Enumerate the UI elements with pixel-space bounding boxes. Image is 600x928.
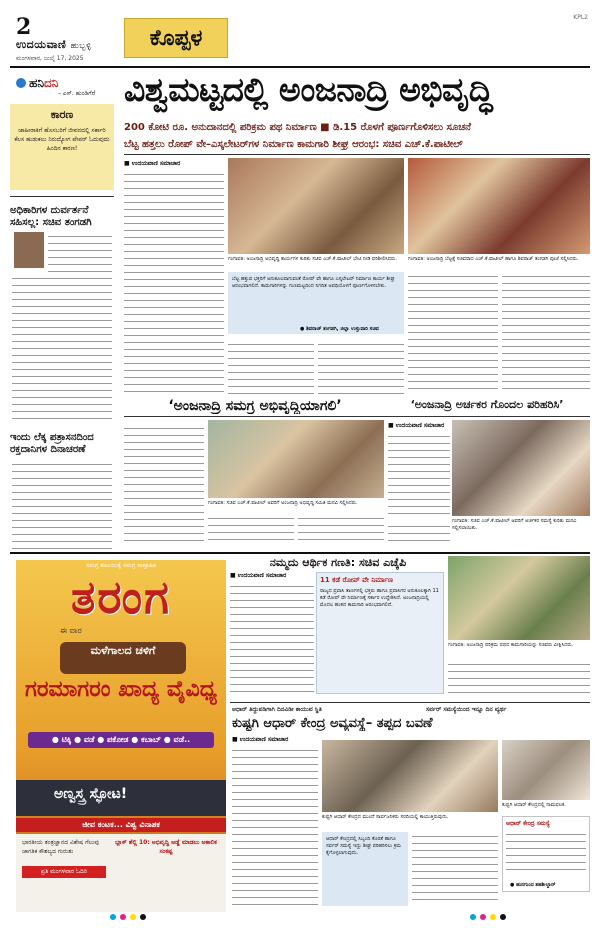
ad-tagline: ಸಮಗ್ರ ಕುಟುಂಬಕ್ಕೆ ಸಮಗ್ರ ಸಾಪ್ತಾಹಿಕ (86, 562, 156, 569)
photo-caption: ಗಂಗಾವತಿ: ಸಚಿವ ಎಚ್.ಕೆ.ಪಾಟೀಲ್ ಅವರಿಗೆ ಅಂಜನಾದ್ರಿ ಅಭಿವೃದ್ಧಿ ಸಮಿತಿ ಮನವಿ ಸಲ್ಲಿಸಿದರು. (208, 500, 358, 506)
info-box-byline: ● ಹುನಗುಂದ ತಹಶೀಲ್ದಾರ್ (510, 882, 556, 888)
kicker-right: ಸರ್ವರ್ ಸಮಸ್ಯೆಯಿಂದ ಇನ್ನೂ ದಿನ ವ್ಯರ್ಥ (426, 706, 507, 713)
ad-footer-tag: ಪ್ರತಿ ಮಂಗಳವಾರ ಓದಿರಿ (22, 866, 106, 878)
ad-explosion-title: ಅಣ್ವಸ್ತ್ರ ಸ್ಫೋಟ! (54, 786, 128, 802)
finance-headline: ನಮ್ಮದು ಆರ್ಥಿಕ ಗಣತಿ: ಸಚಿವ ಎಚ್ಕೆಪಿ (269, 556, 407, 569)
body-text (12, 460, 112, 550)
dot-icon (16, 78, 26, 88)
left-story-headline-1: ಅಧಿಕಾರಿಗಳ ದುರ್ವರ್ತನೆ ಸಹಿಸಲ್ಲ: ಸಚಿವ ತಂಗಡಗಿ (10, 205, 92, 228)
body-text (48, 232, 112, 272)
body-text (208, 514, 294, 546)
news-photo (502, 740, 590, 800)
news-photo (452, 420, 590, 516)
ad-feature-title: ಗರಮಾಗರಂ ಖಾದ್ಯ ವೈವಿಧ್ಯ (24, 677, 217, 702)
body-text (408, 272, 498, 394)
column-logo-1: ಹನಿ (29, 76, 44, 90)
info-box-text: ರಾಜ್ಯದ ಪ್ರವಾಸಿ ತಾಣಗಳಲ್ಲಿ ಭಕ್ತರು ಹಾಗೂ ಪ್ರವಾಸಿಗರ ಅನುಕೂಲಕ್ಕಾಗಿ 11 ಕಡೆ ರೋಪ್ ವೇ ನಿರ್ಮಾಣಕ್ಕೆ ಸರ್ಕಾರ ಉದ್ದೇಶಿಸಿದೆ. ಅಂಜನಾದ್ರಿಯಲ್ಲಿ ಮೊದಲ ಹಂತದ ಕಾಮಗಾರಿ ಆರಂಭವಾಗಲಿದೆ. (320, 588, 439, 608)
divider (230, 702, 590, 703)
news-photo (208, 420, 384, 498)
mid-headline-right: ‘ಅಂಜನಾದ್ರಿ ಅರ್ಚಕರ ಗೊಂದಲ ಪರಿಹರಿಸಿ’ (410, 398, 564, 411)
byline: ■ ಉದಯವಾಣಿ ಸಮಾಚಾರ (124, 160, 181, 167)
body-text (506, 830, 586, 876)
registration-mark (110, 914, 116, 920)
ad-footer-right: ಬ್ಲಾಕ್ ಶೆಲ್ಲಿ 10: ಅಭಿವೃದ್ಧಿ ಅಡ್ಡೆ ಮಾಡಲು ಅಕಾಲಿಕ ಸಂಕಷ್ಟ (115, 839, 217, 855)
column-logo-2: ದನಿ (44, 76, 59, 90)
header-divider (10, 66, 590, 68)
photo-caption: ಕುಷ್ಟಗಿ ಆಧಾರ್ ಕೇಂದ್ರದಲ್ಲಿ ನಾಮಫಲಕ. (502, 802, 566, 808)
ad-pill: ಮಳೆಗಾಲದ ಚಳಿಗೆ (60, 642, 186, 674)
main-headline: ವಿಶ್ವಮಟ್ಟದಲ್ಲಿ ಅಂಜನಾದ್ರಿ ಅಭಿವೃದ್ಧಿ (124, 70, 493, 109)
body-text (230, 582, 314, 698)
registration-mark (490, 914, 496, 920)
page-code: KPL2 (573, 14, 588, 21)
aadhar-headline: ಕುಷ್ಟಗಿ ಆಧಾರ್ ಕೇಂದ್ರ ಅವ್ಯವಸ್ಥೆ– ತಪ್ಪದ ಬವಣೆ (232, 716, 433, 731)
photo-caption: ಕುಷ್ಟಗಿ ಆಧಾರ್ ಕೇಂದ್ರದ ಮುಂದೆ ಸಾರ್ವಜನಿಕರು ಸರದಿಯಲ್ಲಿ ಕಾಯುತ್ತಿರುವುದು. (322, 814, 449, 820)
karana-text: ಜಾಹೀರಾತಿಗೆ ಹೊಸಬರಿಗೆ ಜೀವನದಲ್ಲಿ ಸರ್ಕಾರಿ ಕೆಲಸ ಹುಡುಕಲು ನಿರುದ್ಯೋಗ ಪೇಪರ್ ಓದುವುದು ಹಿಂದಿನ ಕಾರಣ! (14, 127, 110, 152)
body-text (502, 272, 590, 394)
body-text (12, 274, 112, 424)
quote-text: ಬೆಟ್ಟ ಹತ್ತುವ ಭಕ್ತರಿಗೆ ಅನುಕೂಲವಾಗುವಂತೆ ರೋಪ್ ವೇ ಹಾಗೂ ಎಸ್ಕಲೇಟರ್ ನಿರ್ಮಾಣ ಕಾರ್ಯ ಶೀಘ್ರ ಆರಂಭವಾಗಲಿದೆ. ಕಾಮಗಾರಿಗಳನ್ನು ಗುಣಮಟ್ಟದಿಂದ ನಿಗದಿತ ಅವಧಿಯೊಳಗೆ ಪೂರ್ಣಗೊಳಿಸಬೇಕು. (232, 276, 395, 289)
subheadline-1: 200 ಕೋಟಿ ರೂ. ಅನುದಾನದಲ್ಲಿ ಪರಿಕ್ರಮ ಪಥ ನಿರ್ಮಾಣ ■ ಡಿ.15 ರೊಳಗೆ ಪೂರ್ಣಗೊಳಿಸಲು ಸೂಚನೆ (124, 122, 471, 133)
ad-subtitle: ಈ ವಾರ (60, 626, 82, 635)
registration-mark (140, 914, 146, 920)
body-text (318, 340, 404, 394)
info-box-title: ಆಧಾರ್ ಕೇಂದ್ರ ಸಮಸ್ಯೆ (506, 820, 550, 827)
dateline: ಮಂಗಳವಾರ, ಜುಲೈ 17, 2025 (16, 55, 84, 62)
left-story-headline-2: ಇಂದು ಲೆಕ್ಕ ಪತ್ರಾಸನದಿಂದ ರಕ್ತದಾನಿಗಳ ದಿನಾಚರಣೆ (10, 432, 94, 455)
mid-headline-left: ‘ಅಂಜನಾದ್ರಿ ಸಮಗ್ರ ಅಭಿವೃದ್ಧಿಯಾಗಲಿ’ (168, 398, 342, 414)
brand-name (16, 38, 91, 52)
quote-text: ಆಧಾರ್ ಕೇಂದ್ರದಲ್ಲಿ ಸಿಬ್ಬಂದಿ ಕೊರತೆ ಹಾಗೂ ಸರ್ವರ್ ಸಮಸ್ಯೆ ಇದ್ದು ಶೀಘ್ರ ಪರಿಹರಿಸಲು ಕ್ರಮ ಕೈಗೊಳ್ಳಲಾಗುವುದು. (326, 836, 401, 856)
page-number: 2 (16, 14, 32, 40)
info-box-title: 11 ಕಡೆ ರೋಪ್ ವೇ ನಿರ್ಮಾಣ (320, 576, 393, 584)
body-text (388, 522, 450, 546)
photo-caption: ಗಂಗಾವತಿ: ಅಂಜನಾದ್ರಿ ಅಭಿವೃದ್ಧಿ ಕಾರ್ಯಗಳ ಕುರಿತು ಸಚಿವ ಎಚ್.ಕೆ.ಪಾಟೀಲ್ ಭೇಟಿ ನೀಡಿ ಪರಿಶೀಲಿಸಿದರು. (228, 256, 397, 262)
body-text (124, 170, 224, 392)
news-photo (228, 158, 404, 254)
column-author: – ಎಸ್. ಹುಂಡಿಗೆರೆ (58, 90, 96, 97)
divider (10, 196, 114, 197)
brand-title: ಉದಯವಾಣಿ (16, 38, 67, 51)
karana-title: ಕಾರಣ (50, 108, 74, 121)
registration-mark (480, 914, 486, 920)
ad-title: ತರಂಗ (71, 570, 171, 624)
section-title: ಕೊಪ್ಪಳ (124, 18, 228, 58)
portrait-photo (14, 232, 44, 268)
registration-mark (470, 914, 476, 920)
brand-edition: ಹುಬ್ಬಳ್ಳಿ (70, 41, 92, 50)
body-text (388, 432, 450, 518)
body-text (412, 832, 498, 906)
body-text (124, 424, 204, 544)
divider (124, 154, 590, 155)
registration-mark (500, 914, 506, 920)
column-logo (16, 76, 58, 91)
byline: ■ ಉದಯವಾಣಿ ಸಮಾಚಾರ (388, 422, 445, 429)
kicker-left: ಆಧಾರ್ ತಿದ್ದುಪಡಿಗಾಗಿ ದಿನವಿಡೀ ಕಾಯುವ ಸ್ಥಿತಿ (232, 706, 322, 713)
section-divider (10, 552, 590, 554)
subheadline-2: ಬೆಟ್ಟ ಹತ್ತಲು ರೋಪ್ ವೇ–ಎಸ್ಕಲೇಟರ್‌ಗಳ ನಿರ್ಮಾಣ ಕಾಮಗಾರಿ ಶೀಘ್ರ ಆರಂಭ: ಸಚಿವ ಎಚ್.ಕೆ.ಪಾಟೀಲ್ (124, 139, 463, 150)
news-photo (408, 158, 590, 254)
body-text (232, 746, 318, 906)
body-text (298, 514, 384, 546)
photo-caption: ಗಂಗಾವತಿ: ಅಂಜನಾದ್ರಿ ಬೆಟ್ಟಕ್ಕೆ ಸಚಿವರಾದ ಎಚ್.ಕೆ.ಪಾಟೀಲ್ ಹಾಗೂ ಶಿವರಾಜ್ ತಂಗಡಗಿ ಪೂಜೆ ಸಲ್ಲಿಸಿದರು. (408, 256, 579, 262)
quote-byline: ● ಶಿವರಾಜ್ ತಂಗಡಗಿ, ಜಿಲ್ಲಾ ಉಸ್ತುವಾರಿ ಸಚಿವ (300, 326, 379, 332)
news-photo (322, 740, 498, 812)
photo-caption: ಗಂಗಾವತಿ: ಸಚಿವ ಎಚ್.ಕೆ.ಪಾಟೀಲ್ ಅವರಿಗೆ ಅರ್ಚಕರ ಸಮಸ್ಯೆ ಕುರಿತು ಮನವಿ ಸಲ್ಲಿಸಲಾಯಿತು. (452, 518, 577, 531)
byline: ■ ಉದಯವಾಣಿ ಸಮಾಚಾರ (230, 572, 287, 579)
body-text (228, 340, 314, 394)
byline: ■ ಉದಯವಾಣಿ ಸಮಾಚಾರ (232, 736, 289, 743)
photo-caption: ಗಂಗಾವತಿ: ಅಂಜನಾದ್ರಿ ಪರಿಕ್ರಮ ಪಥದ ಕಾಮಗಾರಿಯನ್ನು ಸಚಿವರು ವೀಕ್ಷಿಸಿದರು. (448, 642, 574, 648)
ad-footer-left: ಭಾರತೀಯ ತಂತ್ರಜ್ಞಾನದ ವಿಶೇಷ ಗೆಲುವು ಜಾಗತಿಕ ಕೌಶಲ್ಯದ ಗುರುತು (22, 839, 100, 855)
registration-mark (130, 914, 136, 920)
divider (124, 416, 590, 417)
ad-food-list: ● ಟಿಕ್ಕಿ ● ವಡೆ ● ಪಕೋಡ ● ಕಬಾಬ್ ● ವಡೆ.. (28, 732, 214, 748)
registration-mark (120, 914, 126, 920)
news-photo (448, 556, 590, 640)
ad-explosion-sub: ಜೀವ ಕಂಟಕ... ವಿಶ್ವ ವಿನಾಶಕ (16, 818, 226, 832)
body-text (448, 660, 590, 696)
